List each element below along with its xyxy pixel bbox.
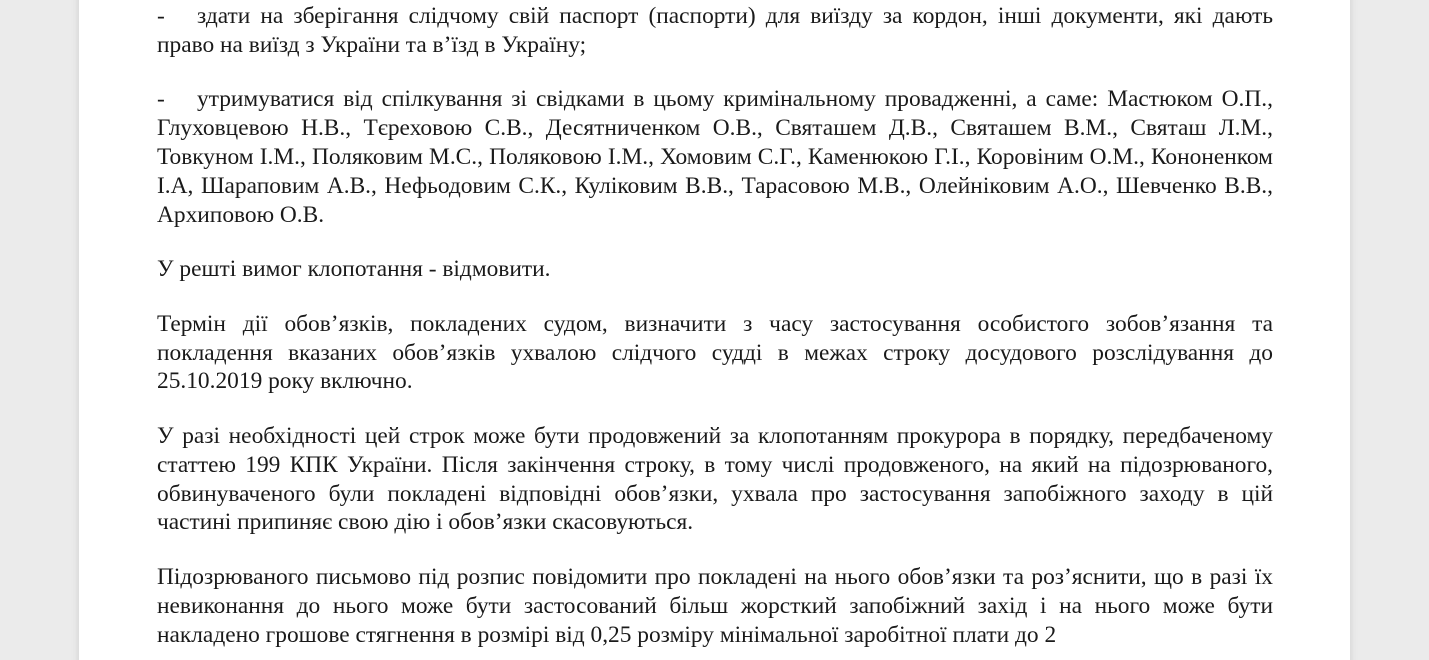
paragraph-notification	[157, 563, 1273, 649]
paragraph-text: Термін дії обов’язків, покладених судом, визначити з часу застосування особистого зобов’язання та покладення вказаних обов’язків ухвалою слідчого судді в межах строку досудового розслідування до 25.10.2019 року включно.	[157, 310, 1273, 395]
paragraph-extension	[157, 422, 1273, 537]
bullet-dash: -	[157, 86, 165, 113]
bullet-paragraph-witnesses	[157, 85, 1273, 229]
paragraph-text: У разі необхідності цей строк може бути продовжений за клопотанням прокурора в порядку, передбаченому статтею 199 КПК України. Після закінчення строку, в тому числі продовженого, на який на підозрюваного, обвинуваченого були покладені відповідні обов’язки, ухвала про застосування запобіжного заходу в цій частині припиняє свою дію і обов’язки скасовуються.	[157, 422, 1273, 536]
paragraph-text: утримуватися від спілкування зі свідками в цьому кримінальному провадженні, а саме: Мастюком О.П., Глуховцевою Н.В., Тєреховою С.В., Десятниченком О.В., Святашем Д.В., Святашем В.М., Святаш Л.М., Товкуном І.М., Поляковим М.С., Поляковою І.М., Хомовим С.Г., Каменюкою Г.І., Коровіним О.М., Кононенком І.А, Шараповим А.В., Нефьодовим С.К., Куліковим В.В., Тарасовою М.В., Олейніковим А.О., Шевченко В.В., Архиповою О.В.	[157, 86, 1273, 228]
paragraph-refusal	[157, 255, 1273, 284]
document-body	[157, 2, 1273, 660]
paragraph-text: Підозрюваного письмово під розпис повідомити про покладені на нього обов’язки та роз’яснити, що в разі їх невиконання до нього може бути застосований більш жорсткий запобіжний захід і на нього може бути накладено грошове стягнення в розмірі від 0,25 розміру мінімальної заробітної плати до 2	[157, 563, 1273, 648]
paragraph-text: здати на зберігання слідчому свій паспорт (паспорти) для виїзду за кордон, інші документи, які дають право на виїзд з України та в’їзд в Україну;	[157, 3, 1273, 58]
paragraph-text: У решті вимог клопотання - відмовити.	[157, 256, 551, 283]
paragraph-term	[157, 310, 1273, 396]
bullet-paragraph-passport	[157, 2, 1273, 60]
bullet-dash: -	[157, 3, 165, 29]
document-page	[79, 0, 1350, 660]
